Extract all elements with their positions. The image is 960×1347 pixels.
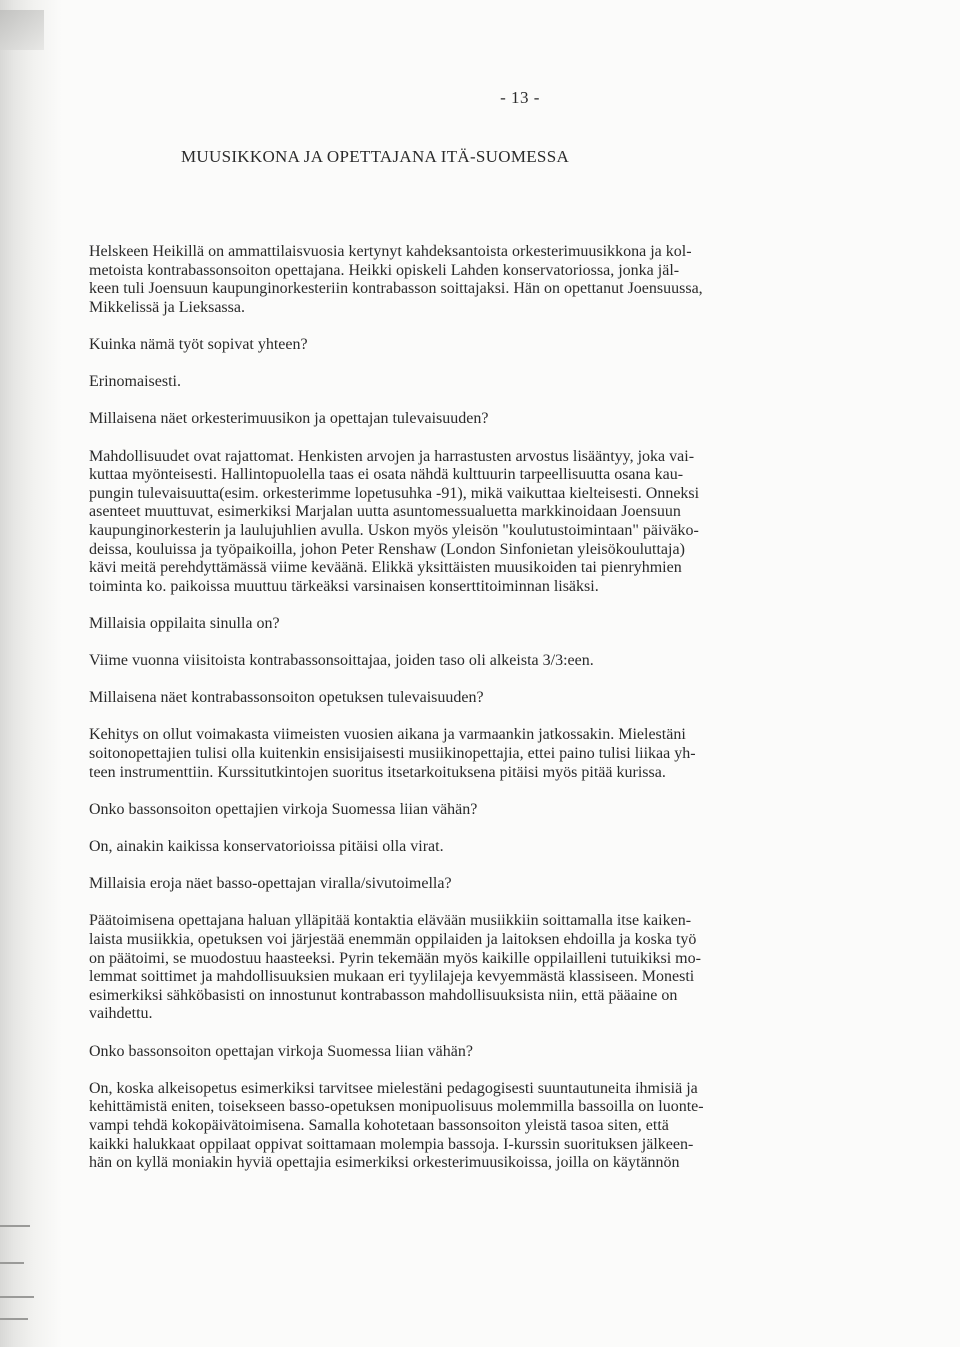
text-line: kehittämistä eniten, toisekseen basso-opetuksen monipuolisuus molemmilla bassoilla on luonte- (89, 1098, 704, 1116)
page-title: MUUSIKKONA JA OPETTAJANA ITÄ-SUOMESSA (181, 147, 570, 166)
scan-mark (0, 1262, 24, 1264)
text-line: Onko bassonsoiton opettajan virkoja Suomessa liian vähän? (89, 1042, 473, 1060)
text-line: soitonopettajien tulisi olla kuitenkin ensisijaisesti musiikinopettajia, ettei paino tulisi liikaa yh- (89, 745, 696, 763)
page-number: - 13 - (500, 88, 540, 107)
text-line: pungin tulevaisuutta(esim. orkesterimme lopetusuhka -91), mikä vaikuttaa kielteisesti. Onneksi (89, 484, 700, 502)
paragraph (89, 336, 819, 355)
scan-mark (0, 1296, 34, 1298)
text-line: kävi meitä perehdyttämässä viime keväänä. Elikkä yksittäisten muusikoiden tai pienryhmien (89, 559, 682, 577)
text-line: Helskeen Heikillä on ammattilaisvuosia kertynyt kahdeksantoista orkesterimuusikkona ja kol- (89, 243, 692, 260)
text-line: Mikkelissä ja Lieksassa. (89, 298, 245, 316)
text-line: Kehitys on ollut voimakasta viimeisten vuosien aikana ja varmaankin jatkossakin. Mielestäni (89, 726, 686, 744)
scan-mark (0, 1318, 28, 1320)
text-line: Millaisia eroja näet basso-opettajan viralla/sivutoimella? (89, 875, 452, 893)
text-line: asenteet muuttuvat, esimerkiksi Marjalan uutta asuntomessualuetta markkinoidaan Joensuun (89, 503, 681, 521)
text-line: On, koska alkeisopetus esimerkiksi tarvitsee mielestäni pedagogisesti suuntautuneita ihmisiä ja (89, 1079, 698, 1097)
scan-mark (0, 1225, 30, 1227)
paragraph (89, 652, 819, 671)
paragraph (89, 615, 819, 634)
document-body (89, 243, 819, 1173)
text-line: vaihdettu. (89, 1005, 153, 1023)
paragraph (89, 1080, 819, 1173)
text-line: kaikki halukkaat oppilaat oppivat soittamaan molempia bassoja. I-kurssin suorituksen jälkeen- (89, 1135, 694, 1153)
scan-corner-artifact (0, 10, 44, 50)
text-line: Millaisena näet orkesterimuusikon ja opettajan tulevaisuuden? (89, 410, 489, 428)
text-line: toiminta ko. paikoissa muuttuu tärkeäksi varsinaisen konserttitoiminnan lisäksi. (89, 577, 599, 595)
paragraph (89, 410, 819, 429)
text-line: keen tuli Joensuun kaupunginorkesteriin kontrabasson soittajaksi. Hän on opettanut Joensuussa, (89, 280, 703, 298)
text-line: Millaisia oppilaita sinulla on? (89, 614, 280, 632)
text-line: Mahdollisuudet ovat rajattomat. Henkisten arvojen ja harrastusten arvostus lisääntyy, joka vai- (89, 447, 695, 465)
text-line: on päätoimi, se muodostuu haasteeksi. Pyrin tekemään myös kaikille oppilailleni tutuikiksi mo- (89, 949, 701, 967)
text-line: lemmat soittimet ja mahdollisuuksien mukaan eri tyylilajeja kevyemmästä klassiseen. Monesti (89, 968, 695, 986)
paragraph (89, 1043, 819, 1062)
text-line: metoista kontrabassonsoiton opettajana. Heikki opiskeli Lahden konservatoriossa, jonka jäl- (89, 261, 680, 279)
text-line: vampi tehdä kokopäivätoimisena. Samalla kohotetaan bassonsoiton yleistä tasoa siten, että (89, 1116, 669, 1134)
paragraph (89, 448, 819, 597)
text-line: Viime vuonna viisitoista kontrabassonsoittajaa, joiden taso oli alkeista 3/3:een. (89, 652, 594, 670)
text-line: esimerkiksi sähköbasisti on innostunut kontrabasson mahdollisuuksista niin, että pääaine on (89, 986, 678, 1004)
text-line: deissa, kouluissa ja työpaikoilla, johon Peter Renshaw (London Sinfonietan yleisökouluttaja) (89, 540, 685, 558)
paragraph (89, 875, 819, 894)
text-line: Päätoimisena opettajana haluan ylläpitää kontaktia elävään musiikkiin soittamalla itse kaiken- (89, 912, 692, 930)
paragraph (89, 912, 819, 1024)
paragraph (89, 689, 819, 708)
text-line: teen instrumenttiin. Kurssitutkintojen suoritus itsetarkoituksena pitäisi myös pitää kurissa. (89, 763, 666, 781)
scan-shadow-edge (0, 0, 62, 1347)
paragraph (89, 243, 819, 317)
paragraph (89, 726, 819, 782)
text-line: kaupunginorkesterin ja laulujuhlien avulla. Uskon myös yleisön "koulutustoimintaan" päiväko- (89, 521, 699, 539)
text-line: Erinomaisesti. (89, 373, 181, 391)
paragraph (89, 801, 819, 820)
text-line: Kuinka nämä työt sopivat yhteen? (89, 335, 308, 353)
text-line: laista musiikkia, opetuksen voi järjestää enemmän oppilaiden ja laitoksen ehdoilla ja koska työ (89, 930, 697, 948)
text-line: kuttaa myönteisesti. Hallintopuolella taas ei osata nähdä kulttuurin tarpeellisuutta osana kau- (89, 466, 684, 484)
text-line: On, ainakin kaikissa konservatorioissa pitäisi olla virat. (89, 838, 444, 855)
text-line: Millaisena näet kontrabassonsoiton opetuksen tulevaisuuden? (89, 689, 484, 707)
paragraph (89, 373, 819, 392)
paragraph (89, 838, 819, 857)
text-line: Onko bassonsoiton opettajien virkoja Suomessa liian vähän? (89, 800, 478, 818)
text-line: hän on kyllä moniakin hyviä opettajia esimerkiksi orkesterimuusikoissa, joilla on käytännön (89, 1154, 680, 1172)
